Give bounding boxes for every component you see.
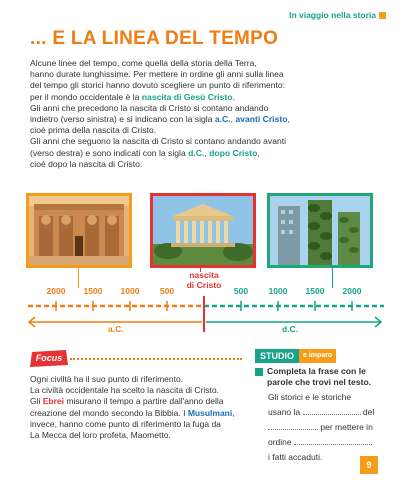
page-title: ... E LA LINEA DEL TEMPO (30, 28, 279, 49)
connector-egypt (78, 268, 79, 288)
intro-line: per il mondo occidentale è la (30, 91, 142, 102)
exercise-line-3 (268, 422, 388, 432)
photo-egyptian-temple (26, 193, 132, 268)
exercise-text: usano la (268, 407, 303, 417)
focus-line: creazione del mondo secondo la Bibbia. I (30, 407, 188, 418)
focus-divider (70, 358, 242, 360)
intro-sep: , (257, 147, 260, 158)
intro-line: . (232, 91, 235, 102)
blank-field[interactable] (303, 414, 361, 415)
intro-line: del tempo gli storici hanno dovuto scegliere un punto di riferimento: (30, 80, 286, 91)
section-header-label: In viaggio nella storia (289, 10, 376, 20)
exercise-text: i fatti accaduti. (268, 452, 323, 462)
blank-field[interactable] (268, 429, 318, 430)
exercise-text: per mettere in (318, 422, 373, 432)
intro-line: Gli anni che precedono la nascita di Cristo si contano andando (30, 102, 269, 113)
intro-sep: , (230, 114, 236, 125)
blank-field[interactable] (294, 444, 372, 445)
exercise-line-2 (268, 407, 388, 417)
section-header (289, 10, 386, 20)
connector-modern (332, 268, 333, 288)
focus-line: Gli (30, 396, 43, 407)
year-labels (0, 286, 404, 298)
highlight-ac: a.C. (214, 114, 231, 125)
focus-line: Ogni civiltà ha il suo punto di riferimento. (30, 374, 184, 384)
focus-paragraph (30, 374, 245, 441)
year-label-dc: 1000 (268, 286, 288, 296)
year-label-ac: 1000 (120, 286, 140, 296)
highlight-avanti-cristo: avanti Cristo (235, 114, 288, 125)
intro-sep: , (204, 147, 210, 158)
focus-line: La civiltà occidentale ha scelto la nascita di Cristo. (30, 385, 219, 396)
exercise-text: ordine (268, 437, 294, 447)
studio-badge-sub: e imparo (299, 349, 336, 363)
photo-parthenon (150, 193, 256, 268)
focus-line: misurano il tempo a partire dall'anno della (64, 396, 224, 407)
origin-label-line-2: di Cristo (186, 280, 222, 290)
studio-badge-label: STUDIO (255, 349, 299, 363)
studio-task (255, 366, 385, 388)
page-number: 9 (360, 456, 378, 474)
exercise-line-4 (268, 437, 388, 447)
year-label-dc: 1500 (305, 286, 325, 296)
task-square-icon (255, 368, 263, 376)
intro-line: Alcune linee del tempo, come quella della storia della Terra, (30, 58, 257, 68)
exercise-text: Gli storici e le storiche (268, 392, 352, 402)
year-label-ac: 1500 (83, 286, 103, 296)
studio-badge (255, 349, 336, 363)
origin-marker (203, 296, 205, 314)
highlight-dopo-cristo: dopo Cristo (209, 147, 258, 158)
focus-line: , (232, 407, 235, 418)
intro-paragraph (30, 58, 390, 170)
focus-badge (30, 350, 68, 367)
exercise-text: del (360, 407, 375, 417)
era-label-dc: d.C. (282, 324, 299, 334)
focus-line: La Mecca del loro profeta, Maometto. (30, 430, 171, 441)
photo-modern-towers (267, 193, 373, 268)
intro-line: cioè dopo la nascita di Cristo. (30, 158, 143, 169)
focus-line: invece, hanno come punto di riferimento la fuga da (30, 418, 221, 429)
intro-line: (verso destra) e sono indicati con la sigla (30, 147, 189, 158)
origin-label-line-1: nascita (189, 270, 219, 280)
highlight-ebrei: Ebrei (42, 396, 65, 407)
year-label-dc: 2000 (342, 286, 362, 296)
highlight-dc: d.C. (188, 147, 205, 158)
year-label-dc: 500 (233, 286, 249, 296)
header-square-icon (379, 12, 386, 19)
highlight-musulmani: Musulmani (187, 407, 233, 418)
intro-line: cioè prima della nascita di Cristo. (30, 125, 157, 136)
exercise-line-1 (268, 392, 388, 402)
era-arrows (26, 312, 386, 332)
intro-line: Gli anni che seguono la nascita di Cristo si contano andando avanti (30, 136, 287, 147)
intro-line: hanno durate lunghissime. Per mettere in ordine gli anni sulla linea (30, 69, 284, 80)
year-label-ac: 2000 (46, 286, 66, 296)
era-label-ac: a.C. (108, 324, 124, 334)
intro-line: indietro (verso sinistra) e si indicano con la sigla (30, 114, 215, 125)
intro-sep: , (287, 114, 290, 125)
highlight-nascita: nascita di Gesù Cristo (141, 91, 233, 102)
studio-task-text: Completa la frase con le parole che trovi nel testo. (267, 366, 372, 387)
year-label-ac: 500 (159, 286, 175, 296)
focus-badge-label: Focus (35, 353, 63, 363)
